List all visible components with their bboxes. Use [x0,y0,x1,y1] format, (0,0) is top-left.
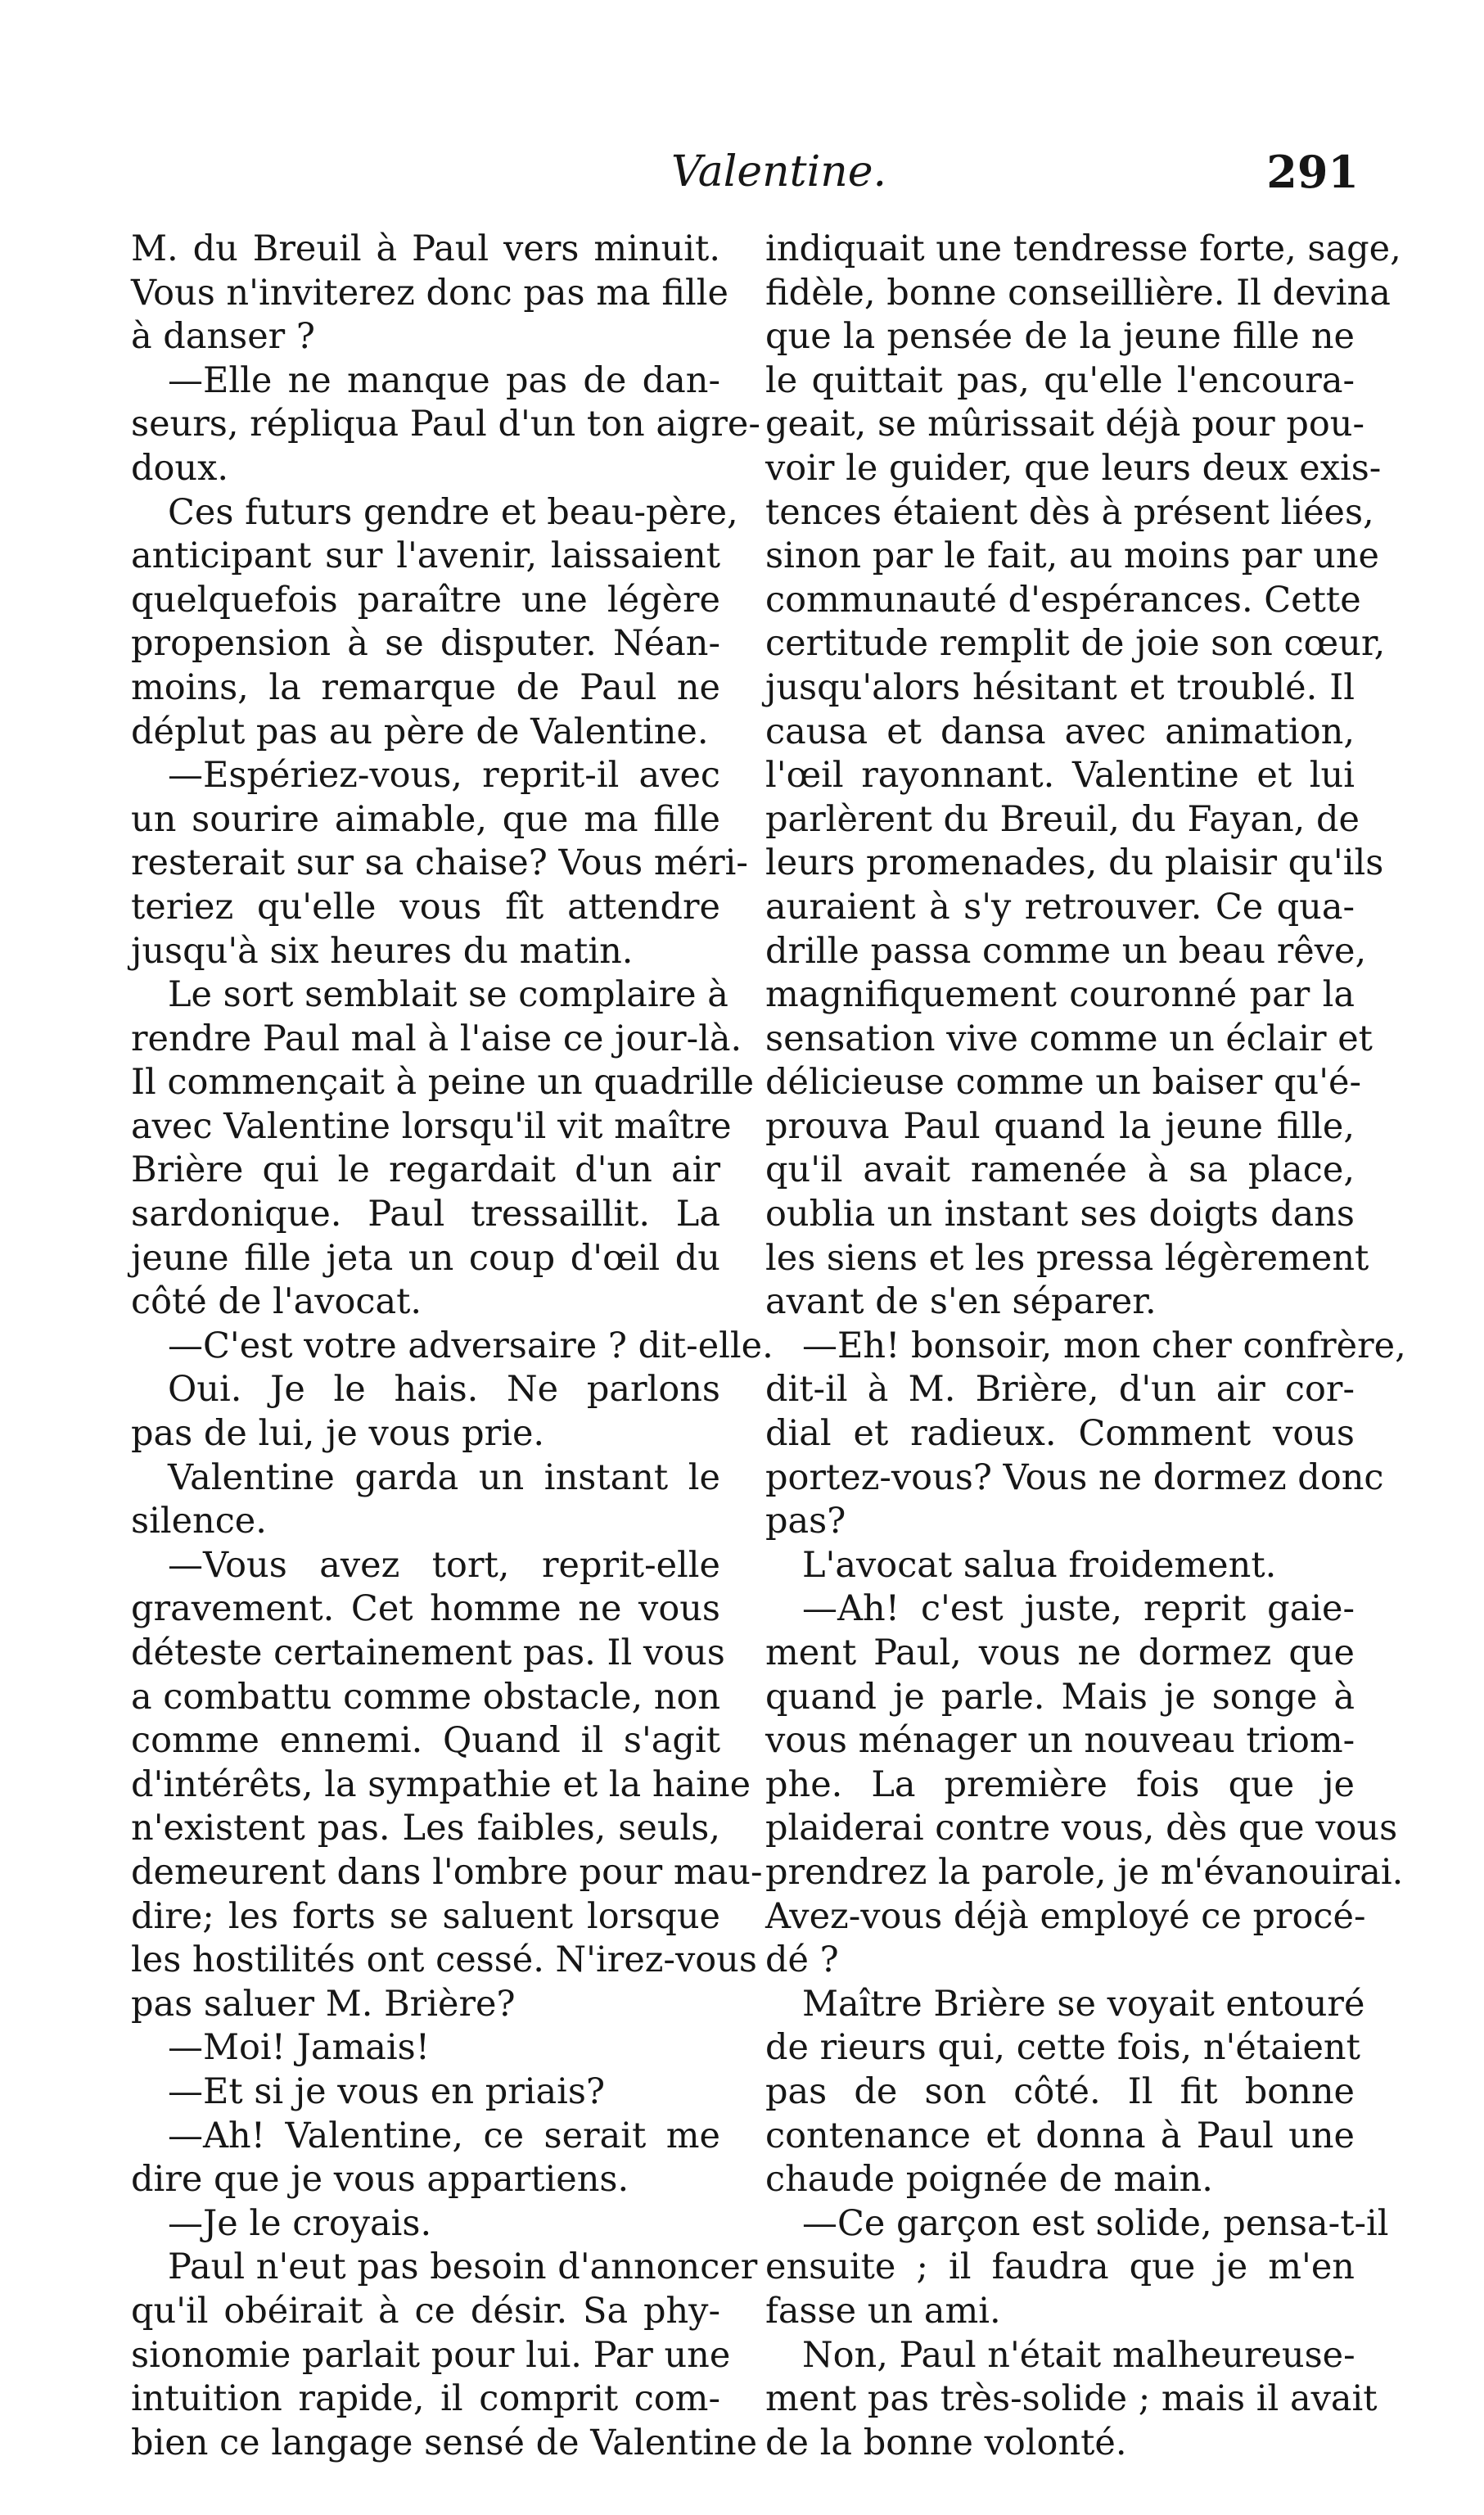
text-line: anticipant sur l'avenir, laissaient [131,535,720,577]
text-line: Ces futurs gendre et beau-père, [168,491,738,533]
text-line: M. du Breuil à Paul vers minuit. [131,228,720,269]
text-line: Vous n'inviterez donc pas ma fille [131,272,728,314]
text-line: ment Paul, vous ne dormez que [765,1632,1355,1673]
text-line: L'avocat salua froidement. [802,1544,1277,1586]
text-line: Paul n'eut pas besoin d'annoncer [168,2246,758,2288]
text-line: fidèle, bonne conseillière. Il devina [765,272,1391,314]
text-line: —Je le croyais. [168,2202,432,2244]
text-line: indiquait une tendresse forte, sage, [765,228,1401,269]
text-line: les hostilités ont cessé. N'irez-vous [131,1939,757,1981]
text-line: à danser ? [131,316,315,358]
text-line: vous ménager un nouveau triom- [765,1720,1355,1762]
text-line: dire; les forts se saluent lorsque [131,1895,720,1937]
text-line: Avez-vous déjà employé ce procé- [765,1895,1366,1937]
text-line: n'existent pas. Les faibles, seuls, [131,1808,720,1849]
text-line: comme ennemi. Quand il s'agit [131,1720,720,1762]
text-line: chaude poignée de main. [765,2159,1213,2201]
text-line: côté de l'avocat. [131,1281,422,1323]
text-line: Brière qui le regardait d'un air [131,1149,720,1191]
text-line: oublia un instant ses doigts dans [765,1194,1355,1235]
text-line: teriez qu'elle vous fît attendre [131,886,720,928]
text-line: prouva Paul quand la jeune fille, [765,1105,1355,1147]
text-line: quand je parle. Mais je songe à [765,1676,1355,1718]
text-line: dé ? [765,1939,839,1981]
text-line: avec Valentine lorsqu'il vit maître [131,1105,732,1147]
text-line: délicieuse comme un baiser qu'é- [765,1062,1361,1104]
text-line: sensation vive comme un éclair et [765,1018,1373,1059]
text-line: portez-vous? Vous ne dormez donc [765,1456,1384,1498]
text-line: déplut pas au père de Valentine. [131,711,709,752]
text-line: tences étaient dès à présent liées, [765,491,1374,533]
text-line: que la pensée de la jeune fille ne [765,316,1355,358]
text-line: pas de lui, je vous prie. [131,1413,545,1455]
text-line: ment pas très-solide ; mais il avait [765,2378,1378,2420]
page-header [131,139,1359,205]
text-line: qu'il avait ramenée à sa place, [765,1149,1355,1191]
text-line: —Vous avez tort, reprit-elle [168,1544,720,1586]
text-line: dial et radieux. Comment vous [765,1413,1355,1455]
text-line: sardonique. Paul tressaillit. La [131,1194,720,1235]
text-line: —Eh! bonsoir, mon cher confrère, [802,1325,1406,1366]
text-line: un sourire aimable, que ma fille [131,798,720,840]
running-head: Valentine. [671,147,886,196]
text-line: geait, se mûrissait déjà pour pou- [765,404,1364,445]
text-line: —Ah! Valentine, ce serait me [168,2115,720,2156]
text-line: jusqu'alors hésitant et troublé. Il [765,666,1355,708]
text-line: jusqu'à six heures du matin. [131,930,634,972]
text-line: causa et dansa avec animation, [765,711,1355,752]
text-line: de la bonne volonté. [765,2422,1127,2463]
text-line: —Ah! c'est juste, reprit gaie- [802,1588,1355,1630]
text-line: pas saluer M. Brière? [131,1983,516,2025]
text-line: silence. [131,1501,267,1542]
text-line: jeune fille jeta un coup d'œil du [131,1237,720,1279]
text-line: Oui. Je le hais. Ne parlons [168,1369,720,1411]
text-line: phe. La première fois que je [765,1763,1355,1805]
text-line: a combattu comme obstacle, non [131,1676,721,1718]
text-line: —Elle ne manque pas de dan- [168,359,720,401]
text-line: seurs, répliqua Paul d'un ton aigre- [131,404,760,445]
text-line: l'œil rayonnant. Valentine et lui [765,755,1355,797]
text-line: le quittait pas, qu'elle l'encoura- [765,359,1355,401]
text-line: ensuite ; il faudra que je m'en [765,2246,1355,2288]
text-line: qu'il obéirait à ce désir. Sa phy- [131,2290,720,2332]
left-text-column [131,228,774,2465]
text-line: sionomie parlait pour lui. Par une [131,2334,731,2376]
text-line: —Moi! Jamais! [168,2027,431,2069]
text-line: demeurent dans l'ombre pour mau- [131,1851,763,1893]
text-line: resterait sur sa chaise? Vous méri- [131,842,748,884]
text-line: drille passa comme un beau rêve, [765,930,1367,972]
text-line: déteste certainement pas. Il vous [131,1632,725,1673]
text-line: avant de s'en séparer. [765,1281,1157,1323]
text-line: voir le guider, que leurs deux exis- [765,447,1382,489]
text-line: de rieurs qui, cette fois, n'étaient [765,2027,1360,2069]
text-line: pas de son côté. Il fit bonne [765,2070,1355,2112]
text-line: Non, Paul n'était malheureuse- [802,2334,1355,2376]
text-line: sinon par le fait, au moins par une [765,535,1380,577]
text-line: —Espériez-vous, reprit-il avec [168,755,720,797]
text-line: —Et si je vous en priais? [168,2070,606,2112]
page-number: 291 [1266,146,1359,198]
text-line: bien ce langage sensé de Valentine [131,2422,758,2463]
text-line: pas? [765,1501,846,1542]
text-line: magnifiquement couronné par la [765,974,1355,1016]
text-line: auraient à s'y retrouver. Ce qua- [765,886,1355,928]
text-line: leurs promenades, du plaisir qu'ils [765,842,1384,884]
text-line: quelquefois paraître une légère [131,579,720,621]
text-line: plaiderai contre vous, dès que vous [765,1808,1398,1849]
text-line: d'intérêts, la sympathie et la haine [131,1763,751,1805]
text-line: intuition rapide, il comprit com- [131,2378,720,2420]
text-line: fasse un ami. [765,2290,1001,2332]
text-line: gravement. Cet homme ne vous [131,1588,720,1630]
right-text-column [765,228,1406,2465]
text-line: doux. [131,447,229,489]
text-line: dit-il à M. Brière, d'un air cor- [765,1369,1355,1411]
text-line: —Ce garçon est solide, pensa-t-il [802,2202,1389,2244]
text-line: prendrez la parole, je m'évanouirai. [765,1851,1404,1893]
text-line: parlèrent du Breuil, du Fayan, de [765,798,1360,840]
text-line: contenance et donna à Paul une [765,2115,1355,2156]
text-line: Le sort semblait se complaire à [168,974,728,1016]
text-line: certitude remplit de joie son cœur, [765,623,1386,665]
text-line: propension à se disputer. Néan- [131,623,720,665]
text-line: Maître Brière se voyait entouré [802,1983,1365,2025]
text-line: moins, la remarque de Paul ne [131,666,720,708]
text-line: rendre Paul mal à l'aise ce jour-là. [131,1018,742,1059]
text-line: communauté d'espérances. Cette [765,579,1361,621]
text-line: —C'est votre adversaire ? dit-elle. [168,1325,774,1366]
text-line: Valentine garda un instant le [168,1456,720,1498]
text-line: dire que je vous appartiens. [131,2159,629,2201]
text-line: les siens et les pressa légèrement [765,1237,1369,1279]
text-line: Il commençait à peine un quadrille [131,1062,755,1104]
